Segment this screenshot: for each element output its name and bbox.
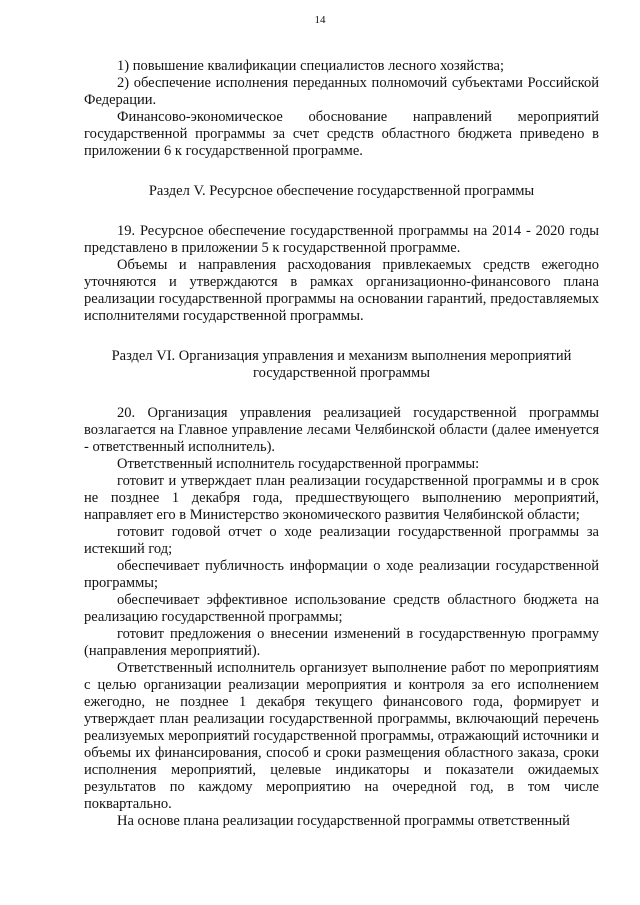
paragraph: Ответственный исполнитель государственной программы: — [117, 456, 480, 472]
paragraph: готовит годовой отчет о ходе реализации государственной программы за истекший год; — [84, 524, 599, 557]
section-heading: Раздел VI. Организация управления и механизм выполнения мероприятий государственной программы — [111, 348, 572, 381]
paragraph: 19. Ресурсное обеспечение государственной программы на 2014 - 2020 годы представлено в приложении 5 к государственной программе. — [84, 223, 599, 256]
paragraph: Ответственный исполнитель организует выполнение работ по мероприятиям с целью организации реализации мероприятия и контроля за его исполнением ежегодно, не позднее 1 декабря текущего финансового года, формирует и утверждает план реализации государственной программы, включающий перечень реализуемых мероприятий государственной программы, отражающий источники и объемы их финансирования, способ и сроки размещения областного заказа, сроки исполнения мероприятий, целевые индикаторы и показатели ожидаемых результатов по каждому мероприятию на очередной год, в том числе поквартально. — [84, 660, 599, 812]
section-heading: Раздел V. Ресурсное обеспечение государственной программы — [148, 183, 535, 199]
paragraph: 2) обеспечение исполнения переданных полномочий субъектами Российской Федерации. — [84, 75, 599, 108]
paragraph: обеспечивает публичность информации о ходе реализации государственной программы; — [84, 558, 599, 591]
paragraph: обеспечивает эффективное использование средств областного бюджета на реализацию государственной программы; — [84, 592, 599, 625]
page-number: 14 — [314, 14, 326, 26]
paragraph: Финансово-экономическое обоснование направлений мероприятий государственной программы за счет средств областного бюджета приведено в приложении 6 к государственной программе. — [84, 109, 599, 159]
paragraph: 1) повышение квалификации специалистов лесного хозяйства; — [117, 58, 505, 74]
paragraph: готовит и утверждает план реализации государственной программы и в срок не позднее 1 декабря года, предшествующего выполнению мероприятий, направляет его в Министерство экономического развития Челябинской области; — [84, 473, 599, 523]
paragraph: Объемы и направления расходования привлекаемых средств ежегодно уточняются и утверждаются в рамках организационно-финансового плана реализации государственной программы на основании гарантий, предоставляемых исполнителями государственной программы. — [84, 257, 599, 324]
paragraph: готовит предложения о внесении изменений в государственную программу (направления мероприятий). — [84, 626, 599, 659]
document-body — [84, 58, 599, 830]
paragraph: На основе плана реализации государственной программы ответственный — [117, 813, 570, 829]
paragraph: 20. Организация управления реализацией государственной программы возлагается на Главное управление лесами Челябинской области (далее именуется - ответственный исполнитель). — [84, 405, 599, 455]
